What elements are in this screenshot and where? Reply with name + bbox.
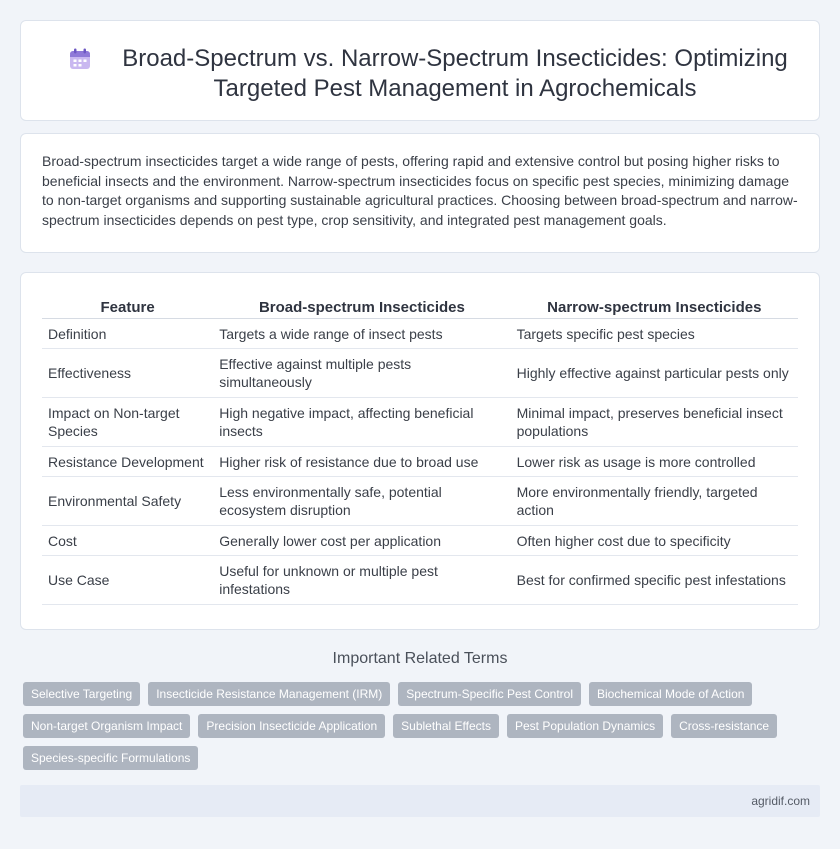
row-feature: Definition [42,319,213,349]
row-narrow: More environmentally friendly, targeted action [511,477,798,526]
row-feature: Impact on Non-target Species [42,398,213,447]
table-row [42,447,798,477]
related-terms-heading: Important Related Terms [332,650,508,667]
row-broad: Useful for unknown or multiple pest infestations [213,556,510,605]
header-feature: Feature [42,295,213,319]
row-broad: Generally lower cost per application [213,526,510,556]
row-feature: Use Case [42,556,213,605]
row-narrow: Highly effective against particular pests only [511,349,798,398]
row-narrow: Often higher cost due to specificity [511,526,798,556]
related-term-tag[interactable]: Precision Insecticide Application [198,714,385,738]
table-row [42,398,798,447]
related-term-tag[interactable]: Sublethal Effects [393,714,499,738]
header-narrow-spectrum: Narrow-spectrum Insecticides [511,295,798,319]
row-feature: Cost [42,526,213,556]
related-term-tag[interactable]: Spectrum-Specific Pest Control [398,682,581,706]
row-narrow: Best for confirmed specific pest infestations [511,556,798,605]
row-broad: Effective against multiple pests simultaneously [213,349,510,398]
related-term-tag[interactable]: Biochemical Mode of Action [589,682,752,706]
row-feature: Environmental Safety [42,477,213,526]
intro-paragraph: Broad-spectrum insecticides target a wide range of pests, offering rapid and extensive control but posing higher risks to beneficial insects and the environment. Narrow-spectrum insecticides focus on specific pest species, minimizing damage to non-target organisms and supporting sustainable agricultural practices. Choosing between broad-spectrum and narrow-spectrum insecticides depends on pest type, crop sensitivity, and integrated pest management goals. [42,153,798,228]
title-card [20,20,820,121]
footer-site-link[interactable]: agridif.com [751,794,810,808]
table-row [42,556,798,605]
row-broad: Targets a wide range of insect pests [213,319,510,349]
row-narrow: Minimal impact, preserves beneficial insect populations [511,398,798,447]
related-term-tag[interactable]: Insecticide Resistance Management (IRM) [148,682,390,706]
row-broad: High negative impact, affecting beneficial insects [213,398,510,447]
header-broad-spectrum: Broad-spectrum Insecticides [213,295,510,319]
table-row [42,319,798,349]
footer [20,785,820,817]
row-broad: Less environmentally safe, potential ecosystem disruption [213,477,510,526]
page-title: Broad-Spectrum vs. Narrow-Spectrum Insecticides: Optimizing Targeted Pest Management in Agrochemicals [122,45,788,102]
related-term-tag[interactable]: Pest Population Dynamics [507,714,663,738]
table-row [42,526,798,556]
comparison-card [20,272,820,630]
intro-card [20,133,820,253]
row-feature: Resistance Development [42,447,213,477]
row-narrow: Lower risk as usage is more controlled [511,447,798,477]
row-narrow: Targets specific pest species [511,319,798,349]
table-header-row [42,295,798,319]
related-term-tag[interactable]: Non-target Organism Impact [23,714,190,738]
related-term-tag[interactable]: Cross-resistance [671,714,777,738]
table-row [42,349,798,398]
related-terms-list [23,682,803,770]
row-feature: Effectiveness [42,349,213,398]
related-term-tag[interactable]: Species-specific Formulations [23,746,198,770]
related-term-tag[interactable]: Selective Targeting [23,682,140,706]
comparison-table [42,295,798,605]
table-row [42,477,798,526]
row-broad: Higher risk of resistance due to broad use [213,447,510,477]
